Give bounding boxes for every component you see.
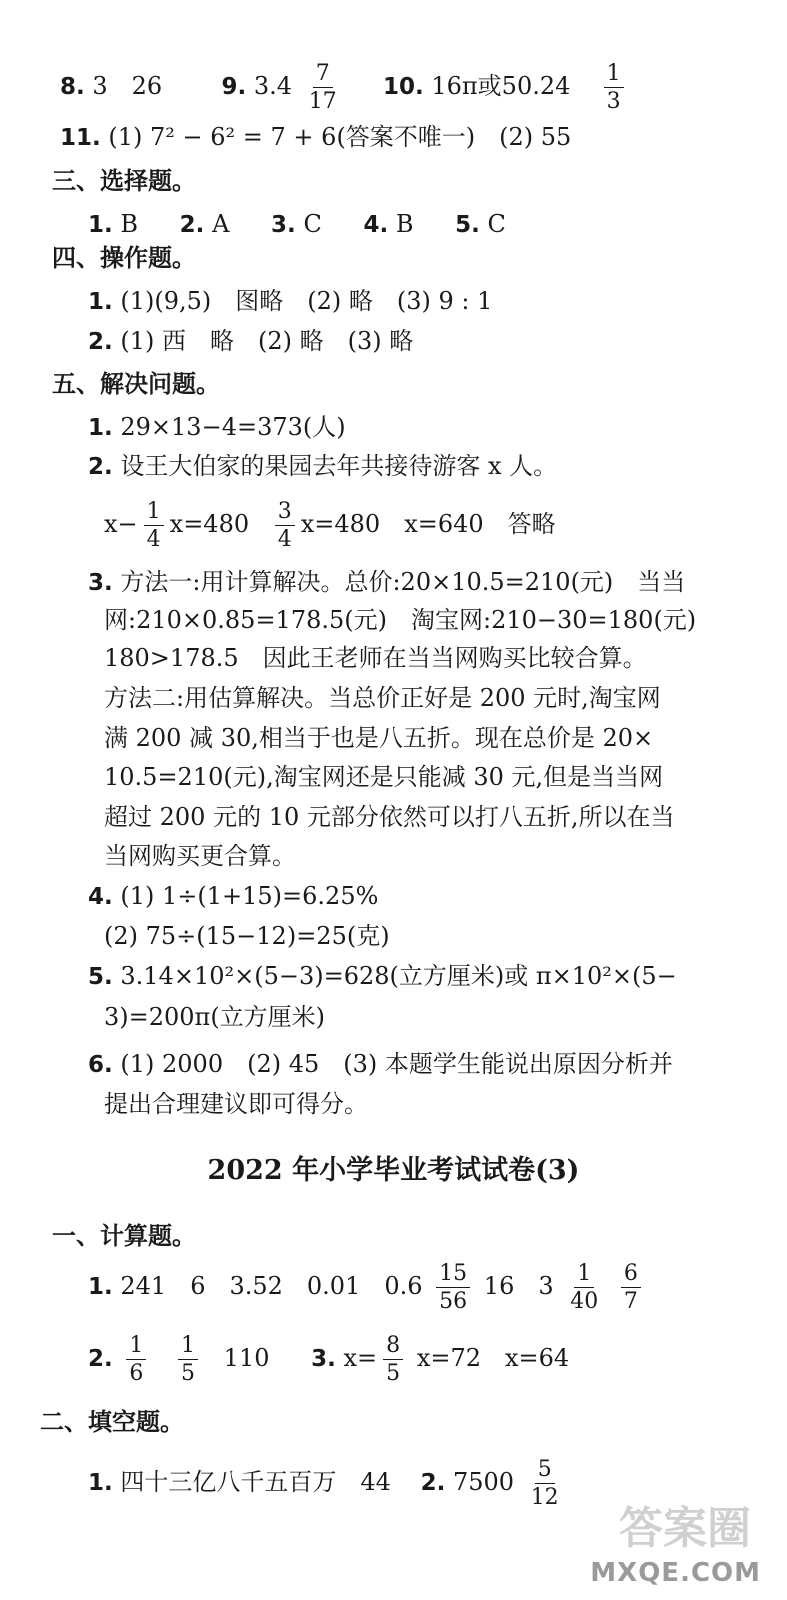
answer-text: 3.4 bbox=[253, 72, 293, 101]
answer-text: 超过 200 元的 10 元部分依然可以打八五折,所以在当 bbox=[104, 803, 675, 831]
q-number: 8. bbox=[60, 74, 85, 101]
fraction: $\frac{5}{12}$ bbox=[530, 1457, 559, 1511]
fraction: $\frac{1}{4}$ bbox=[144, 500, 164, 551]
q-number: 11. bbox=[60, 125, 101, 151]
fraction: $\frac{7}{17}$ bbox=[308, 61, 337, 115]
section-heading: 四、操作题。 bbox=[52, 243, 196, 272]
answer-text: 网:210×0.85=178.5(元) 淘宝网:210−30=180(元) bbox=[104, 606, 697, 634]
fraction: $\frac{1}{6}$ bbox=[126, 1334, 146, 1385]
problem-answer-2: 2. 设王大伯家的果园去年共接待游客 x 人。 bbox=[88, 452, 558, 480]
watermark-text: MXQE.COM bbox=[590, 1558, 761, 1588]
problem-answer-5: 5. 3.14×10²×(5−3)=628(立方厘米)或 π×10²×(5− bbox=[88, 962, 677, 990]
fraction: $\frac{15}{56}$ bbox=[436, 1262, 470, 1313]
section-heading: 五、解决问题。 bbox=[52, 369, 220, 398]
answer-text: (1) 7² − 6² = 7 + 6(答案不唯一) (2) 55 bbox=[108, 123, 572, 151]
problem-answer-6: 6. (1) 2000 (2) 45 (3) 本题学生能说出原因分析并 bbox=[88, 1050, 673, 1078]
fill-answer-1-2: 1. 四十三亿八千五百万 44 2. 7500 $\frac{5}{12}$ bbox=[88, 1458, 568, 1509]
q-number: 10. bbox=[382, 74, 424, 101]
answer-text: 10.5=210(元),淘宝网还是只能减 30 元,但是当当网 bbox=[104, 763, 664, 791]
operation-answer-2: 2. (1) 西 略 (2) 略 (3) 略 bbox=[88, 327, 414, 355]
answer-text: 3 26 bbox=[92, 72, 163, 101]
fraction: $\frac{3}{4}$ bbox=[275, 500, 295, 551]
answer-text: 满 200 减 30,相当于也是八五折。现在总价是 20× bbox=[104, 724, 654, 752]
section-heading: 三、选择题。 bbox=[52, 166, 196, 195]
problem-answer-2-equation: x− $\frac{1}{4}$ x=480 $\frac{3}{4}$ x=480 x=640 答略 bbox=[104, 499, 556, 553]
fraction: $\frac{1}{3}$ bbox=[604, 62, 624, 113]
fraction: $\frac{6}{7}$ bbox=[621, 1262, 641, 1313]
operation-answer-1: 1. (1)(9,5) 图略 (2) 略 (3) 9 : 1 bbox=[88, 287, 493, 315]
calc-answer-1: 1. 241 6 3.52 0.01 0.6 $\frac{15}{56}$ 16 3 $\frac{1}{40}$ $\frac{6}{7}$ bbox=[88, 1262, 647, 1313]
problem-answer-1: 1. 29×13−4=373(人) bbox=[88, 413, 346, 441]
answer-text: 方法二:用估算解决。当总价正好是 200 元时,淘宝网 bbox=[104, 684, 661, 712]
problem-answer-3: 3. 方法一:用计算解决。总价:20×10.5=210(元) 当当 bbox=[88, 568, 686, 596]
answer-text: 提出合理建议即可得分。 bbox=[104, 1090, 368, 1118]
answer-text: 180>178.5 因此王老师在当当网购买比较合算。 bbox=[104, 644, 647, 672]
section-heading: 一、计算题。 bbox=[52, 1221, 196, 1250]
answer-line-11 bbox=[60, 123, 571, 153]
fraction: $\frac{1}{5}$ bbox=[178, 1334, 198, 1385]
watermark-logo: 答案圈 bbox=[619, 1503, 751, 1554]
section-heading: 二、填空题。 bbox=[40, 1407, 184, 1436]
q-number: 9. bbox=[221, 74, 247, 101]
fraction: $\frac{8}{5}$ bbox=[383, 1334, 403, 1385]
calc-answer-2-3: 2. $\frac{1}{6}$ $\frac{1}{5}$ 110 3. x= $\frac{8}{5}$ x=72 x=64 bbox=[88, 1333, 570, 1387]
choice-answers: 1. B 2. A 3. C 4. B 5. C bbox=[88, 210, 506, 238]
answer-line-8-10 bbox=[60, 62, 630, 113]
exam-title: 2022 年小学毕业考试试卷(3) bbox=[207, 1155, 580, 1186]
answer-text: 当网购买更合算。 bbox=[104, 842, 296, 870]
fraction: $\frac{1}{40}$ bbox=[570, 1261, 599, 1315]
answer-text: (2) 75÷(15−12)=25(克) bbox=[104, 922, 390, 950]
answer-text: 3)=200π(立方厘米) bbox=[104, 1003, 326, 1031]
problem-answer-4: 4. (1) 1÷(1+15)=6.25% bbox=[88, 882, 379, 910]
answer-text: 16π或50.24 bbox=[431, 72, 571, 101]
